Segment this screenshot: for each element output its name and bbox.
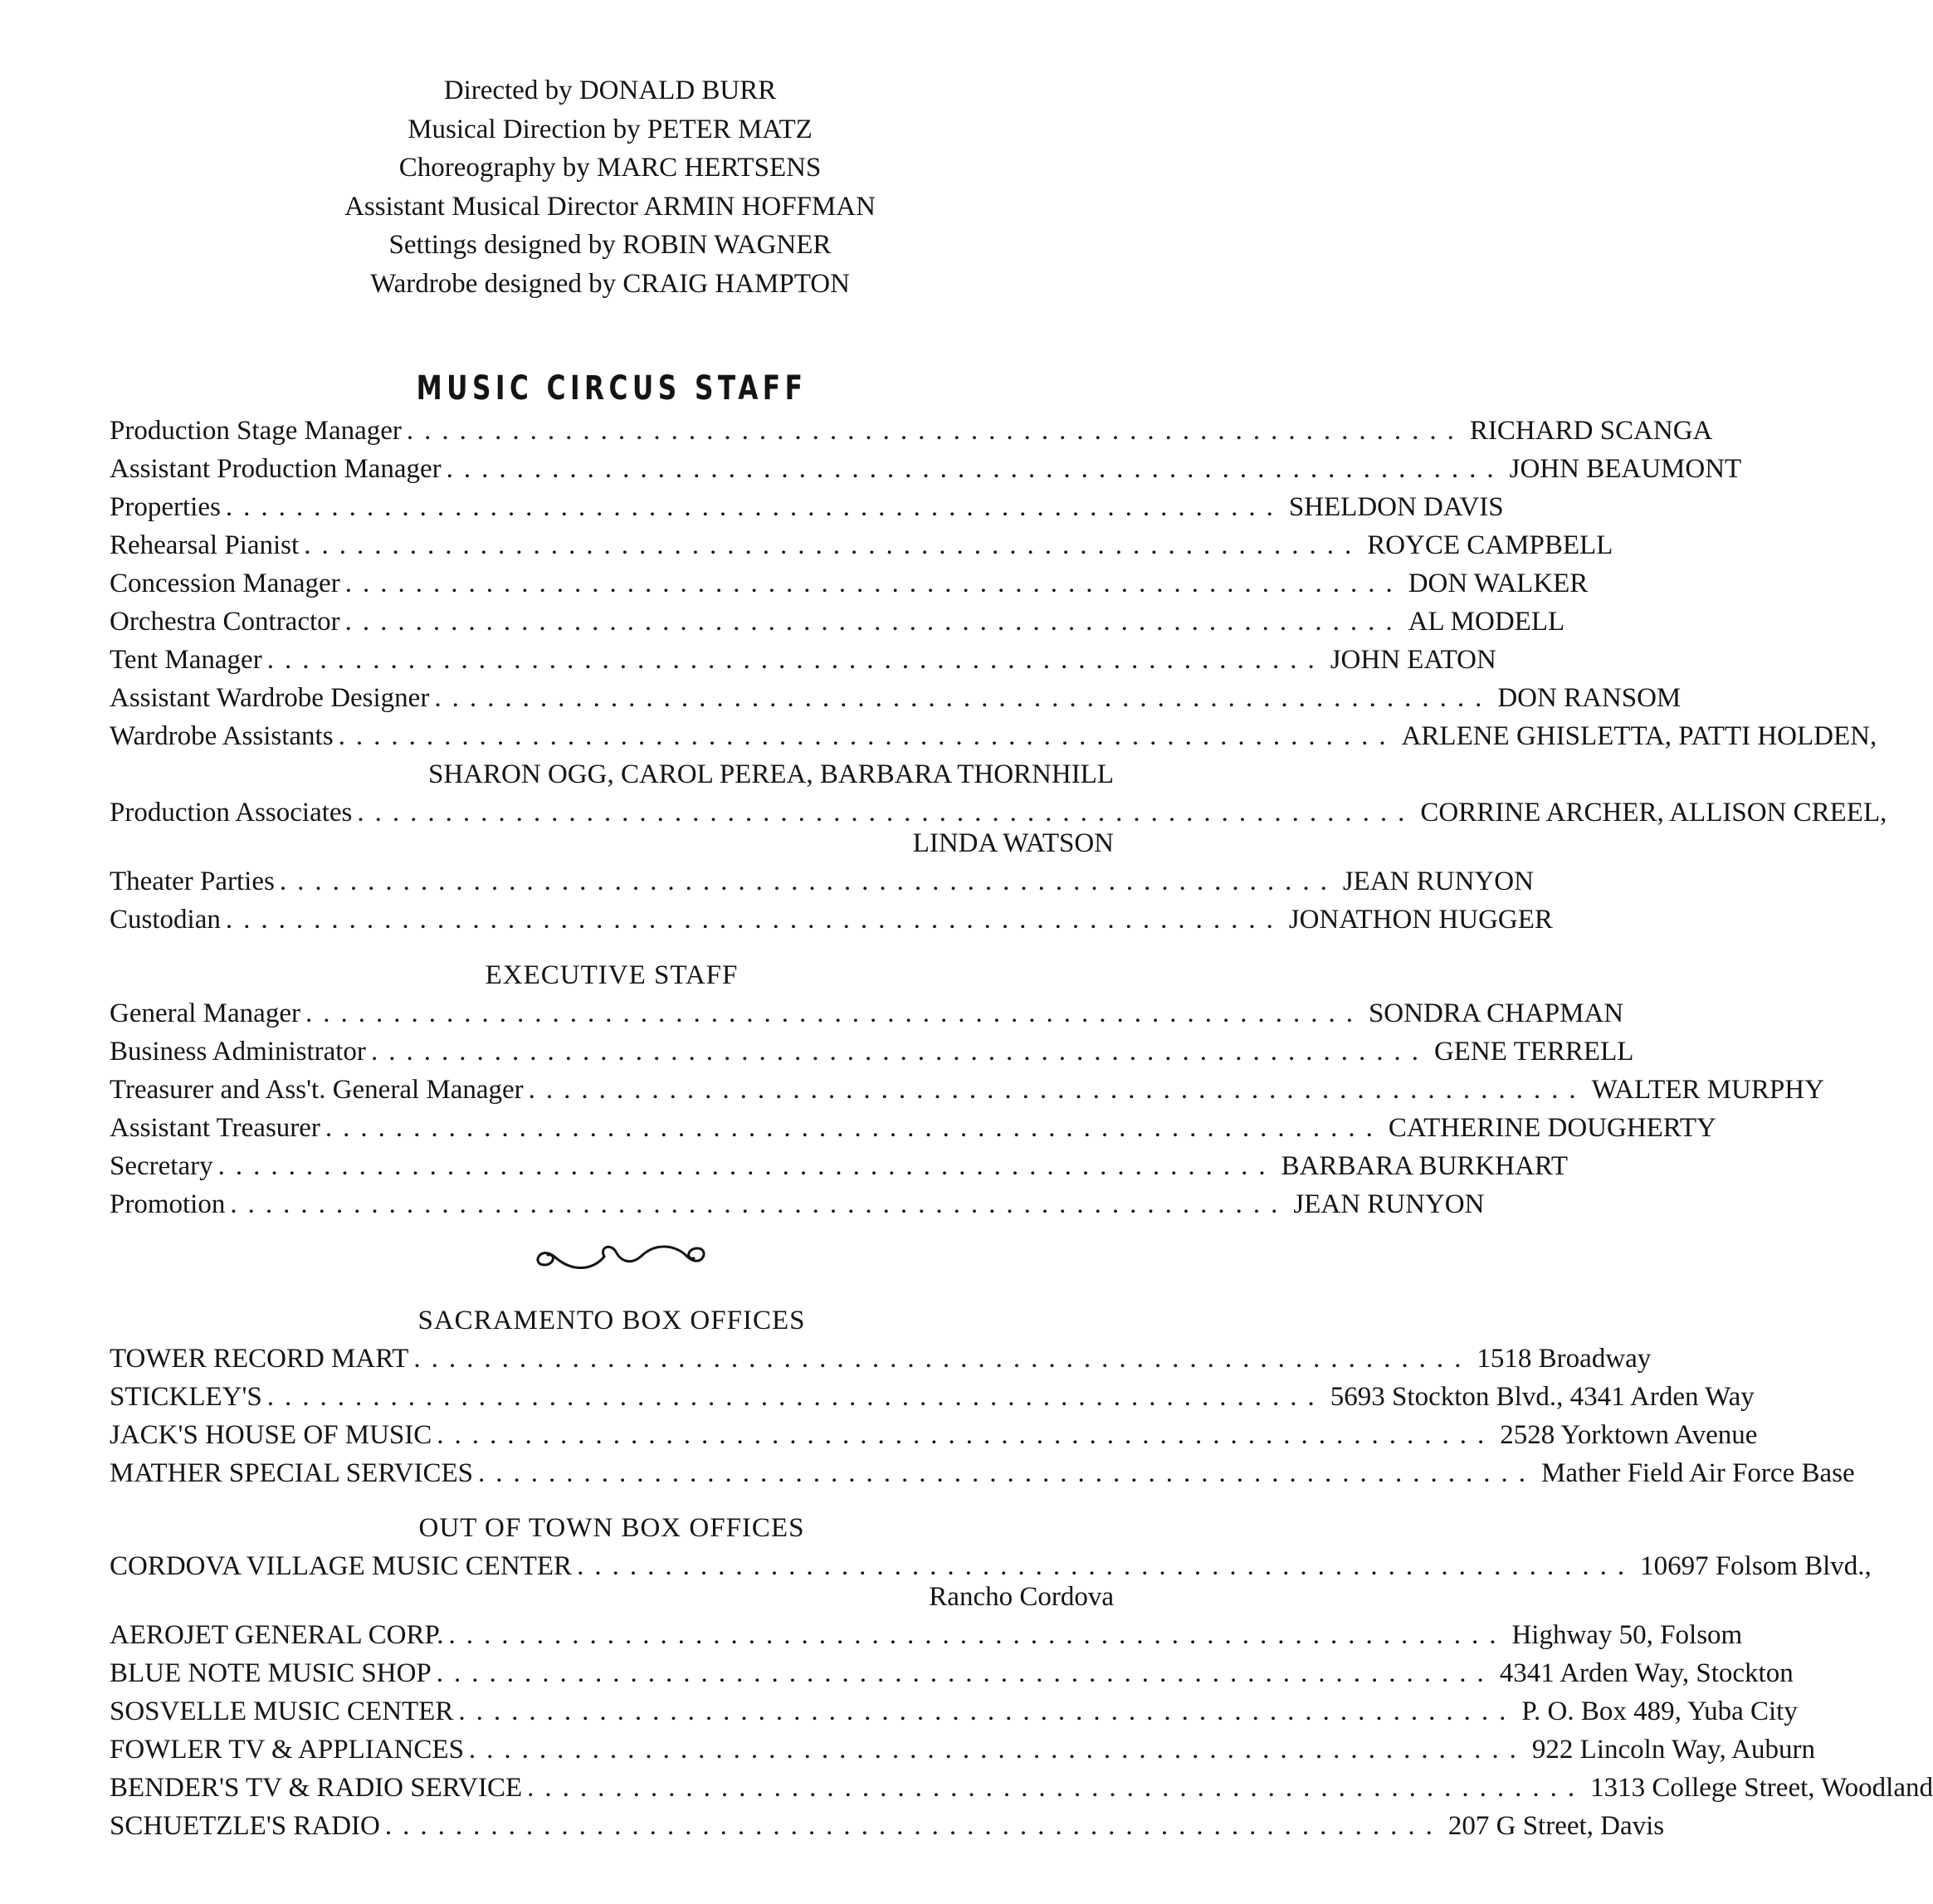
box-office-row (110, 1692, 1798, 1731)
staff-role: Business Administrator (110, 1037, 366, 1067)
box-office-row (110, 1416, 1758, 1454)
box-office-name: SCHUETZLE'S RADIO (110, 1811, 380, 1841)
staff-role: Production Stage Manager (110, 416, 402, 446)
dot-leader: ............................................................ (357, 798, 1416, 828)
dot-leader: ............................................................ (468, 1735, 1527, 1765)
box-office-address: 922 Lincoln Way, Auburn (1531, 1735, 1815, 1765)
dot-leader: ............................................................ (344, 607, 1403, 637)
box-office-name: BENDER'S TV & RADIO SERVICE (110, 1773, 523, 1803)
staff-row (110, 450, 1742, 488)
staff-name: BARBARA BURKHART (1281, 1151, 1569, 1181)
dot-leader: ............................................................ (478, 1458, 1537, 1488)
staff-role: Custodian (110, 905, 221, 935)
staff-row (110, 994, 1624, 1033)
staff-name: ROYCE CAMPBELL (1367, 530, 1613, 560)
dot-leader: ............................................................ (448, 1620, 1507, 1650)
staff-name: JOHN BEAUMONT (1509, 454, 1742, 484)
staff-row (110, 862, 1534, 901)
staff-row (110, 1185, 1485, 1223)
box-office-name: AEROJET GENERAL CORP. (110, 1620, 444, 1650)
box-office-row (110, 1454, 1855, 1492)
dot-leader: ............................................................ (305, 998, 1364, 1028)
staff-role: Wardrobe Assistants (110, 721, 334, 751)
dot-leader: ............................................................ (527, 1773, 1586, 1803)
staff-role: Secretary (110, 1151, 213, 1181)
box-office-row (110, 1616, 1743, 1654)
box-office-row (110, 1654, 1794, 1692)
staff-role: Orchestra Contractor (110, 607, 340, 637)
box-office-name: MATHER SPECIAL SERVICES (110, 1458, 474, 1488)
staff-name: JONATHON HUGGER (1288, 905, 1553, 935)
dot-leader: ............................................................ (577, 1551, 1636, 1581)
staff-row (110, 901, 1553, 939)
box-office-address: 4341 Arden Way, Stockton (1499, 1658, 1794, 1688)
scroll-ornament-icon (0, 1237, 1220, 1278)
box-office-name: CORDOVA VILLAGE MUSIC CENTER (110, 1551, 573, 1581)
box-office-address: 2528 Yorktown Avenue (1500, 1420, 1758, 1450)
staff-name: RICHARD SCANGA (1469, 416, 1713, 446)
dot-leader: ............................................................ (266, 645, 1325, 675)
box-office-row (110, 1340, 1652, 1378)
credit-line: Musical Direction by PETER MATZ (408, 114, 813, 144)
box-office-address: 1313 College Street, Woodland (1590, 1773, 1933, 1803)
staff-row (110, 1109, 1716, 1147)
box-office-row (110, 1769, 1933, 1807)
out-of-town-box-offices-section (110, 1509, 1933, 1845)
dot-leader: ............................................................ (437, 1420, 1496, 1450)
dot-leader: ............................................................ (344, 569, 1403, 598)
staff-name: WALTER MURPHY (1591, 1075, 1824, 1105)
dot-leader: ............................................................ (217, 1151, 1276, 1181)
staff-name: JOHN EATON (1330, 645, 1496, 675)
credit-line: Choreography by MARC HERTSENS (398, 153, 822, 183)
dot-leader: ............................................................ (446, 454, 1505, 484)
sacramento-box-offices-section (110, 1301, 1855, 1492)
dot-leader: ............................................................ (436, 1658, 1495, 1688)
staff-role: Treasurer and Ass't. General Manager (110, 1075, 524, 1105)
dot-leader: ............................................................ (266, 1382, 1325, 1412)
staff-role: Assistant Wardrobe Designer (110, 683, 430, 713)
staff-name: DON WALKER (1408, 569, 1589, 598)
box-office-address: P. O. Box 489, Yuba City (1521, 1697, 1798, 1726)
staff-name: DON RANSOM (1497, 683, 1682, 713)
dot-leader: ............................................................ (338, 721, 1397, 751)
dot-leader: ............................................................ (434, 683, 1493, 713)
box-office-row (110, 1807, 1665, 1845)
staff-role: Tent Manager (110, 645, 262, 675)
staff-role: Rehearsal Pianist (110, 530, 300, 560)
box-office-address: 10697 Folsom Blvd., (1640, 1551, 1872, 1581)
dot-leader: ............................................................ (370, 1037, 1429, 1067)
dot-leader: ............................................................ (406, 416, 1465, 446)
dot-leader: ............................................................ (225, 492, 1284, 522)
dot-leader: ............................................................ (413, 1344, 1472, 1374)
staff-row (110, 1147, 1569, 1185)
staff-role: Promotion (110, 1189, 226, 1219)
sacramento-box-offices-heading: SACRAMENTO BOX OFFICES (417, 1306, 806, 1335)
dot-leader: ............................................................ (528, 1075, 1587, 1105)
box-office-address: 5693 Stockton Blvd., 4341 Arden Way (1330, 1382, 1755, 1412)
box-office-name: BLUE NOTE MUSIC SHOP (110, 1658, 432, 1688)
staff-row (110, 679, 1682, 717)
dot-leader: ............................................................ (325, 1113, 1384, 1143)
out-of-town-box-offices-heading: OUT OF TOWN BOX OFFICES (418, 1513, 805, 1543)
credit-line: Directed by DONALD BURR (443, 76, 777, 105)
box-office-address: 207 G Street, Davis (1447, 1811, 1665, 1841)
staff-name: SHELDON DAVIS (1288, 492, 1504, 522)
staff-name-continued: SHARON OGG, CAROL PEREA, BARBARA THORNHILL (428, 759, 1114, 789)
music-circus-staff-section (110, 365, 1887, 939)
dot-leader: ............................................................ (384, 1811, 1443, 1841)
box-office-name: SOSVELLE MUSIC CENTER (110, 1697, 454, 1726)
box-office-name: TOWER RECORD MART (110, 1344, 409, 1374)
dot-leader: ............................................................ (230, 1189, 1289, 1219)
credit-line: Assistant Musical Director ARMIN HOFFMAN (344, 191, 876, 222)
staff-role: Properties (110, 492, 221, 522)
credit-line: Wardrobe designed by CRAIG HAMPTON (370, 268, 850, 299)
staff-row (110, 1033, 1634, 1071)
staff-row (110, 488, 1504, 526)
dot-leader: ............................................................ (304, 530, 1363, 560)
staff-row (110, 526, 1613, 564)
production-credits (0, 71, 1220, 303)
executive-staff-section (110, 956, 1824, 1223)
box-office-name: JACK'S HOUSE OF MUSIC (110, 1420, 432, 1450)
dot-leader: ............................................................ (279, 867, 1338, 896)
box-office-row (110, 1378, 1755, 1416)
staff-name: GENE TERRELL (1433, 1037, 1634, 1067)
staff-role: General Manager (110, 998, 300, 1028)
dot-leader: ............................................................ (458, 1697, 1517, 1726)
box-office-name: FOWLER TV & APPLIANCES (110, 1735, 464, 1765)
staff-name: JEAN RUNYON (1342, 867, 1534, 896)
executive-staff-heading: EXECUTIVE STAFF (485, 960, 739, 990)
staff-role: Theater Parties (110, 867, 275, 896)
box-office-address-continued: Rancho Cordova (929, 1582, 1114, 1612)
staff-name-continued: LINDA WATSON (912, 828, 1114, 858)
staff-row (110, 1071, 1824, 1109)
staff-role: Concession Manager (110, 569, 340, 598)
dot-leader: ............................................................ (225, 905, 1284, 935)
staff-role: Assistant Production Manager (110, 454, 442, 484)
staff-name: AL MODELL (1408, 607, 1565, 637)
staff-name: CORRINE ARCHER, ALLISON CREEL, (1420, 798, 1887, 828)
staff-row (110, 603, 1565, 641)
box-office-name: STICKLEY'S (110, 1382, 262, 1412)
staff-row (110, 412, 1713, 450)
staff-name: JEAN RUNYON (1293, 1189, 1485, 1219)
staff-role: Production Associates (110, 798, 353, 828)
box-office-row (110, 1731, 1815, 1769)
music-circus-staff-heading: MUSIC CIRCUS STAFF (416, 369, 808, 408)
box-office-address: 1518 Broadway (1477, 1344, 1652, 1374)
staff-name: ARLENE GHISLETTA, PATTI HOLDEN, (1401, 721, 1877, 751)
staff-name: SONDRA CHAPMAN (1368, 998, 1624, 1028)
staff-row (110, 641, 1496, 679)
credit-line: Settings designed by ROBIN WAGNER (388, 230, 832, 260)
box-office-address: Highway 50, Folsom (1511, 1620, 1743, 1650)
staff-name: CATHERINE DOUGHERTY (1388, 1113, 1716, 1143)
box-office-address: Mather Field Air Force Base (1541, 1458, 1855, 1488)
staff-row (110, 564, 1589, 603)
staff-row (110, 717, 1877, 755)
staff-role: Assistant Treasurer (110, 1113, 320, 1143)
